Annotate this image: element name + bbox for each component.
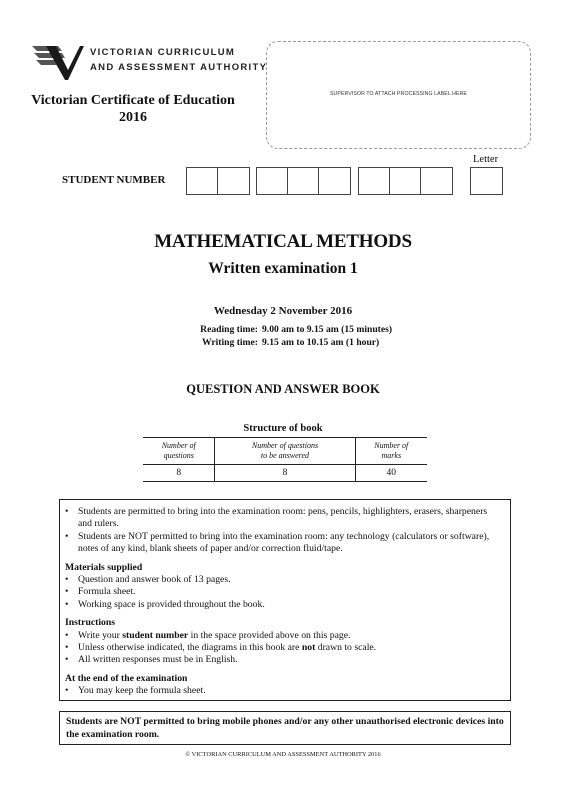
writing-time-row [174,337,392,350]
processing-label-text: SUPERVISOR TO ATTACH PROCESSING LABEL HERE [330,91,467,97]
structure-header-row [143,438,427,465]
writing-time-value: 9.15 am to 10.15 am (1 hour) [262,336,380,348]
instructions-heading: Instructions [65,617,116,629]
end-heading: At the end of the examination [65,672,188,684]
list-item: • All written responses must be in English. [65,654,502,666]
list-item: • Students are permitted to bring into the examination room: pens, pencils, highlighters, erasers, sharpeners and rulers. [65,506,502,531]
header-marks: Number of marks [355,438,427,465]
letter-box-group [470,167,503,195]
logo-text [90,45,267,75]
certificate-heading [28,92,238,126]
value-marks: 40 [355,465,427,482]
student-number-box[interactable] [257,168,288,194]
exam-times [174,324,392,349]
vcaa-logo-icon [32,42,84,82]
structure-table [143,437,427,482]
student-number-box[interactable] [359,168,390,194]
student-number-box[interactable] [288,168,319,194]
exam-subtitle: Written examination 1 [208,260,358,277]
certificate-name: Victorian Certificate of Education [31,93,235,108]
reading-time-label: Reading time: [200,324,258,335]
end-list [65,685,502,697]
mobile-phone-warning: Students are NOT permitted to bring mobile phones and/or any other unauthorised electronic devices into the examination room. [59,711,511,745]
student-number-box[interactable] [421,168,452,194]
materials-heading: Materials supplied [65,561,143,573]
exam-date: Wednesday 2 November 2016 [213,305,353,317]
logo-line2: AND ASSESSMENT AUTHORITY [90,62,268,73]
student-number-box[interactable] [319,168,350,194]
student-number-box[interactable] [187,168,218,194]
student-number-group-1 [186,167,250,195]
list-item: • Question and answer book of 13 pages. [65,574,502,586]
writing-time-label: Writing time: [201,336,258,348]
list-item: • Write your student number in the space provided above on this page. [65,630,502,642]
reading-time-value: 9.00 am to 9.15 am (15 minutes) [262,324,393,335]
rules-list [65,506,502,556]
student-number-label: STUDENT NUMBER [62,174,166,186]
materials-list [65,574,502,611]
list-item: • Students are NOT permitted to bring into the examination room: any technology (calculators or software), notes of any kind, blank sheets of paper and/or correction fluid/tape. [65,531,502,556]
instructions-box [59,499,511,701]
copyright: © VICTORIAN CURRICULUM AND ASSESSMENT AUTHORITY 2016 [185,751,381,758]
list-item: • Formula sheet. [65,586,502,598]
header-questions: Number of questions [143,438,215,465]
letter-label: Letter [473,154,499,165]
student-number-box[interactable] [390,168,421,194]
header-to-answer: Number of questions to be answered [215,438,355,465]
structure-value-row [143,465,427,482]
instructions-list [65,630,502,667]
structure-title: Structure of book [243,423,323,434]
student-number-box[interactable] [218,168,249,194]
logo-line1: VICTORIAN CURRICULUM [90,47,236,58]
student-number-group-3 [358,167,453,195]
student-number-group-2 [256,167,351,195]
letter-box[interactable] [471,168,502,194]
certificate-year: 2016 [119,110,147,125]
value-questions: 8 [143,465,215,482]
reading-time-row [174,324,392,337]
value-to-answer: 8 [215,465,355,482]
exam-title: MATHEMATICAL METHODS [154,231,412,252]
list-item: • Working space is provided throughout the book. [65,599,502,611]
book-type-heading: QUESTION AND ANSWER BOOK [186,382,380,396]
list-item: • You may keep the formula sheet. [65,685,502,697]
list-item: • Unless otherwise indicated, the diagrams in this book are not drawn to scale. [65,642,502,654]
